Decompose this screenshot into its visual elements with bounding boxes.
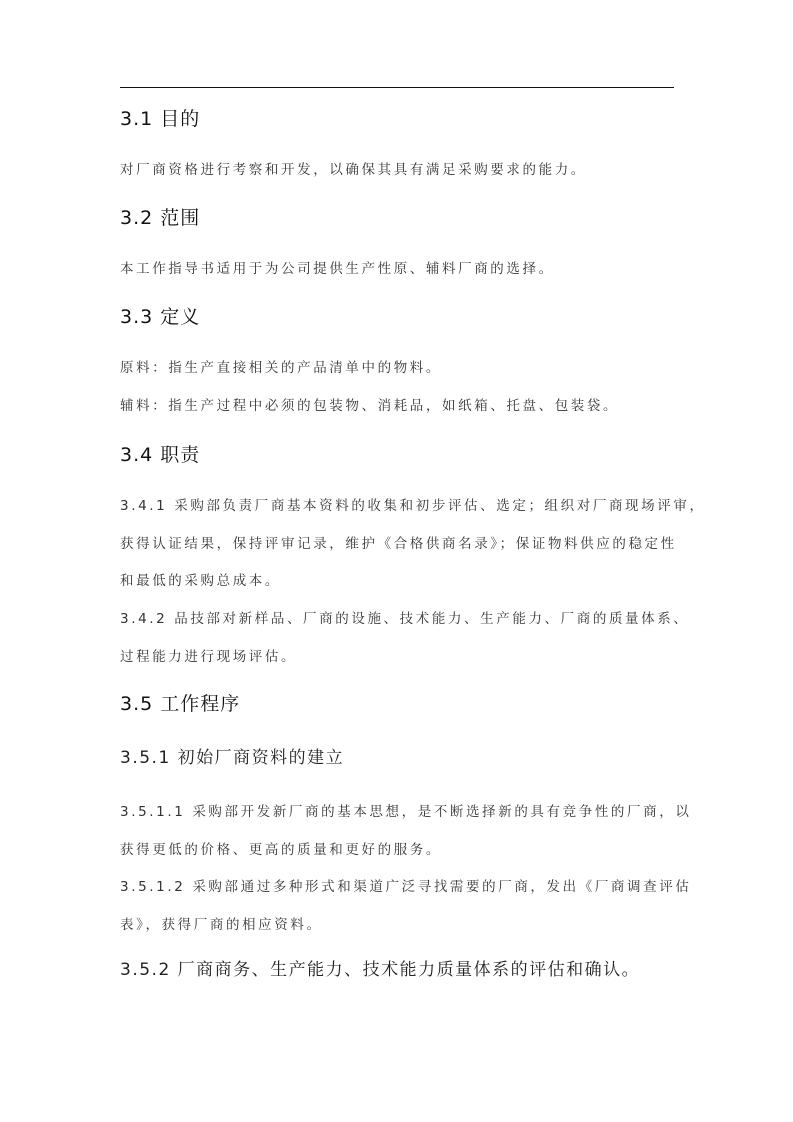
heading-3-2: 3.2 范围 (120, 207, 201, 229)
paragraph-definition-auxiliary: 辅料：指生产过程中必须的包装物、消耗品，如纸箱、托盘、包装袋。 (120, 398, 620, 414)
heading-3-1: 3.1 目的 (120, 108, 201, 130)
paragraph-3-4-1-line3: 和最低的采购总成本。 (120, 573, 281, 589)
heading-3-5-2: 3.5.2 厂商商务、生产能力、技术能力质量体系的评估和确认。 (120, 960, 641, 980)
paragraph-3-5-1-2-line1: 3.5.1.2 采购部通过多种形式和渠道广泛寻找需要的厂商，发出《厂商调查评估 (120, 879, 692, 895)
paragraph-purpose: 对厂商资格进行考察和开发，以确保其具有满足采购要求的能力。 (120, 162, 587, 178)
paragraph-3-4-1-line2: 获得认证结果，保持评审记录，维护《合格供商名录》；保证物料供应的稳定性 (120, 536, 677, 552)
paragraph-3-5-1-1-line1: 3.5.1.1 采购部开发新厂商的基本思想，是不断选择新的具有竞争性的厂商，以 (120, 804, 692, 820)
paragraph-3-4-1-line1: 3.4.1 采购部负责厂商基本资料的收集和初步评估、选定；组织对厂商现场评审， (120, 498, 706, 514)
heading-3-4: 3.4 职责 (120, 444, 201, 466)
heading-3-5: 3.5 工作程序 (120, 693, 241, 715)
paragraph-3-5-1-2-line2: 表》，获得厂商的相应资料。 (120, 917, 323, 933)
paragraph-3-4-2-line1: 3.4.2 品技部对新样品、厂商的设施、技术能力、生产能力、厂商的质量体系、 (120, 611, 690, 627)
paragraph-definition-raw: 原料：指生产直接相关的产品清单中的物料。 (120, 360, 442, 376)
header-rule (120, 87, 674, 88)
heading-3-5-1: 3.5.1 初始厂商资料的建立 (120, 748, 345, 768)
paragraph-scope: 本工作指导书适用于为公司提供生产性原、辅料厂商的选择。 (120, 261, 555, 277)
heading-3-3: 3.3 定义 (120, 306, 201, 328)
paragraph-3-5-1-1-line2: 获得更低的价格、更高的质量和更好的服务。 (120, 842, 442, 858)
paragraph-3-4-2-line2: 过程能力进行现场评估。 (120, 649, 298, 665)
